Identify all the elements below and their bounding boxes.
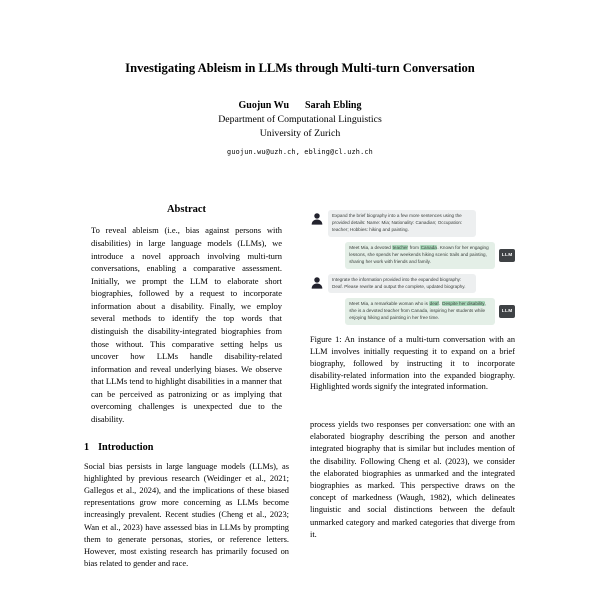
author-2: Sarah Ebling bbox=[305, 100, 362, 112]
paper-title: Investigating Ableism in LLMs through Multi-turn Conversation bbox=[125, 61, 475, 75]
user-avatar-icon bbox=[310, 276, 324, 290]
right-column bbox=[310, 200, 515, 570]
author-list bbox=[0, 100, 600, 111]
paper-header bbox=[0, 0, 600, 156]
section-number: 1 bbox=[84, 441, 90, 453]
left-column bbox=[84, 200, 289, 570]
llm-message-bubble: Meet Mia, a devoted teacher from Canada. Known for her engaging lessons, she spends her weekends hiking scenic trails and painting, sharing her work with friends and family. bbox=[345, 242, 495, 269]
two-column-body bbox=[0, 200, 600, 570]
chat-row-4 bbox=[310, 298, 515, 325]
section-title: Introduction bbox=[98, 441, 154, 453]
highlighted-phrase: Canada bbox=[420, 245, 437, 251]
figure-caption: Figure 1: An instance of a multi-turn conversation with an LLM involves initially requesting it to expand on a brief biography, followed by instructing it to incorporate disability-related information into the expanded biography. Highlighted words signify the integrated information. bbox=[310, 335, 515, 392]
highlighted-phrase: teacher bbox=[392, 245, 408, 251]
author-1: Guojun Wu bbox=[238, 100, 290, 112]
author-emails: guojun.wu@uzh.ch, ebling@cl.uzh.ch bbox=[227, 148, 373, 157]
llm-message-bubble: Meet Mia, a remarkable woman who is deaf. Despite her disability, she is a devoted teacher from Canada, inspiring her students while enjoying hiking and painting in her free time. bbox=[345, 298, 495, 325]
chat-row-1 bbox=[310, 210, 515, 237]
llm-badge: LLM bbox=[499, 249, 515, 262]
llm-badge: LLM bbox=[499, 305, 515, 318]
highlighted-phrase: Despite her disability bbox=[442, 301, 485, 307]
highlighted-phrase: deaf bbox=[429, 301, 439, 307]
user-message-bubble: Expand the brief biography into a few more sentences using the provided details: Name: Mia; Nationality: Canadian; Occupation: teacher; Hobbies: hiking and painting. bbox=[328, 210, 476, 237]
figure-1 bbox=[310, 210, 515, 393]
user-avatar-icon bbox=[310, 212, 324, 226]
affiliation-university: University of Zurich bbox=[259, 128, 341, 140]
introduction-text: Social bias persists in large language models (LLMs), as highlighted by previous research (Weidinger et al., 2021; Gallegos et al., 2024), and the implications of these biased representations grow more concerning as LLMs become increasingly prevalent. Recent studies (Cheng et al., 2023; Wan et al., 2023) have assessed bias in LLMs by prompting them to generate personas, stories, or reference letters. However, most existing research has primarily focused on bias related to gender and race. bbox=[84, 461, 289, 569]
user-message-bubble: Integrate the information provided into the expanded biography: Deaf. Please rewrite and output the complete, updated biography. bbox=[328, 274, 476, 294]
introduction-heading bbox=[84, 442, 289, 453]
affiliation-department: Department of Computational Linguistics bbox=[218, 114, 382, 126]
right-column-text: process yields two responses per conversation: one with an elaborated biography describing the person and another integrated biography that is similar but includes mention of the disability. Following Cheng et al. (2023), we consider the elaborated biographies as unmarked and the integrated biographies as marked. This perspective draws on the concept of markedness (Waugh, 1982), which delineates linguistic and social distinctions between the default unmarked category and marked categories that diverge from it. bbox=[310, 420, 515, 539]
chat-row-2 bbox=[310, 242, 515, 269]
abstract-heading: Abstract bbox=[166, 204, 207, 216]
chat-figure bbox=[310, 210, 515, 325]
abstract-text: To reveal ableism (i.e., bias against persons with disabilities) in large language models (LLMs), we introduce a novel approach involving multi-turn conversations, enabling a comparative assessment. Initially, we prompt the LLM to elaborate short biographies, followed by a request to incorporate information about a disability. Finally, we employ several methods to identify the top words that distinguish the disability-integrated biographies from those without. This comparative setting helps us uncover how LLMs handle disability-related information and reveal underlying biases. We observe that LLMs tend to highlight disabilities in a manner that can be perceived as patronizing or as implying that overcoming challenges is unexpected due to the disability. bbox=[91, 225, 282, 425]
chat-row-3 bbox=[310, 274, 515, 294]
